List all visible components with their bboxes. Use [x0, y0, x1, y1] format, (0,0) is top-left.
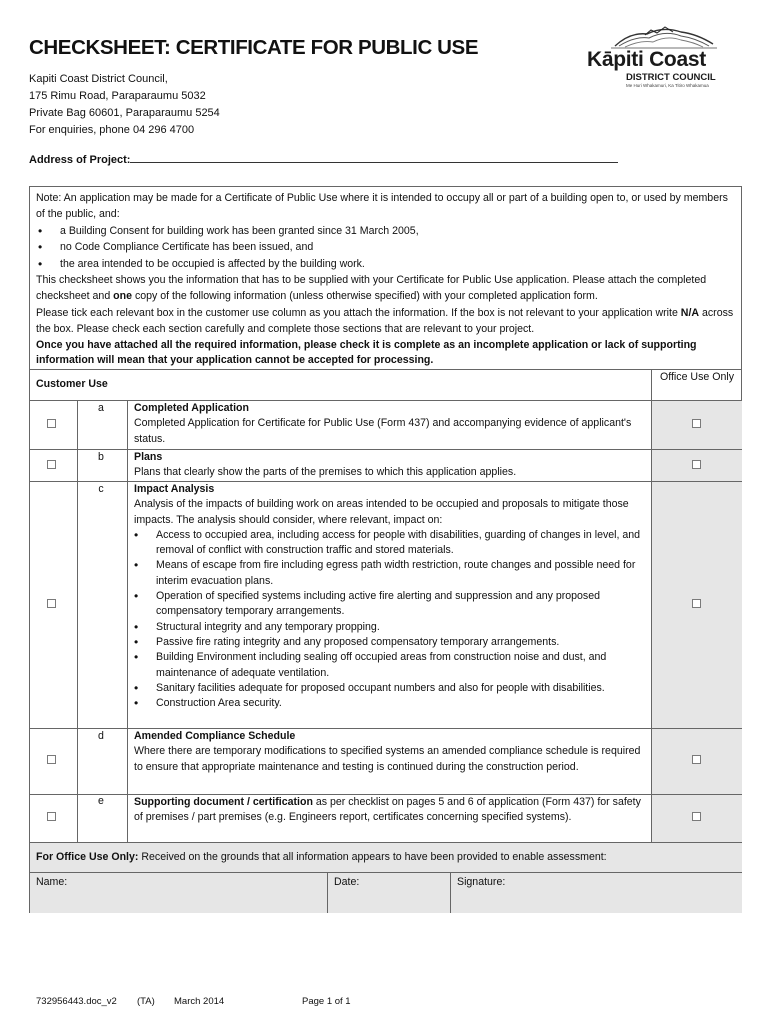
- customer-use-header: Customer Use: [36, 378, 108, 390]
- page-title: CHECKSHEET: CERTIFICATE FOR PUBLIC USE: [29, 36, 479, 59]
- office-use-label: For Office Use Only:: [36, 851, 139, 863]
- table-rule: [29, 842, 742, 843]
- address-line: Private Bag 60601, Paraparaumu 5254: [29, 107, 220, 119]
- row-b-title: Plans: [134, 451, 163, 463]
- row-a-body: Completed Application for Certificate for Public Use (Form 437) and accompanying evidence of applicant's status.: [134, 417, 632, 445]
- impact-item: • Passive fire rating integrity and any proposed compensatory temporary arrangements.: [134, 635, 646, 650]
- customer-checkbox-d[interactable]: [47, 755, 56, 764]
- table-col-rule: [127, 400, 128, 842]
- council-address: [29, 71, 220, 139]
- customer-checkbox-a[interactable]: [47, 419, 56, 428]
- row-a-title: Completed Application: [134, 402, 249, 414]
- footer-doc-ref: 732956443.doc_v2: [36, 996, 117, 1007]
- row-letter: d: [98, 730, 104, 742]
- footer-initials: (TA): [137, 996, 155, 1007]
- row-letter: a: [98, 402, 104, 414]
- project-address-label: Address of Project:: [29, 154, 131, 166]
- footer-date: March 2014: [174, 996, 225, 1007]
- address-line: For enquiries, phone 04 296 4700: [29, 124, 195, 136]
- note-intro: Note: An application may be made for a Certificate of Public Use where it is intended to occupy all or part of a building open to, or used by members of the public, and:: [36, 192, 728, 221]
- footer-page-number: Page 1 of 1: [302, 996, 351, 1007]
- impact-item: • Operation of specified systems including active fire alerting and suppression and any proposed compensatory temporary arrangements.: [134, 589, 646, 620]
- office-use-header: Office Use Only: [660, 371, 734, 383]
- note-instructions: [36, 272, 736, 305]
- row-e-body: as per checklist on pages 5 and 6 of application (Form 437) for safety of premises / part premises (e.g. Engineers report, certificates concerning specified systems).: [134, 796, 641, 824]
- impact-item: • Means of escape from fire including egress path width restriction, route changes and possible need for interim evacuation plans.: [134, 558, 646, 589]
- logo-motto: Me Huri Whakamuri, Ka Titiro Whakamua: [626, 83, 709, 88]
- row-letter: e: [98, 795, 104, 807]
- customer-checkbox-e[interactable]: [47, 812, 56, 821]
- note-conditions-list: [36, 223, 736, 272]
- note-condition: • no Code Compliance Certificate has been issued, and: [36, 239, 736, 255]
- customer-checkbox-c[interactable]: [47, 599, 56, 608]
- note-section: [36, 190, 736, 368]
- signature-field-label: Signature:: [457, 876, 506, 888]
- row-d-body: Where there are temporary modifications to specified systems an amended compliance schedule is required to ensure that appropriate maintenance and testing is continued during the construction period.: [134, 745, 641, 773]
- note-tick-text: Please tick each relevant box in the customer use column as you attach the information. If the box is not relevant to your application write: [36, 306, 681, 319]
- table-rule: [29, 872, 742, 873]
- logo-subtitle: DISTRICT COUNCIL: [626, 72, 716, 83]
- note-tick-emphasis: N/A: [680, 306, 700, 319]
- office-checkbox-e[interactable]: [692, 812, 701, 821]
- address-line: 175 Rimu Road, Paraparaumu 5032: [29, 90, 206, 102]
- customer-checkbox-b[interactable]: [47, 460, 56, 469]
- table-col-rule: [327, 872, 328, 913]
- row-e-title: Supporting document / certification: [134, 796, 313, 808]
- impact-list: [134, 528, 646, 712]
- row-d-content: [134, 729, 646, 775]
- row-letter: b: [98, 451, 104, 463]
- note-instructions-emphasis: one: [113, 290, 132, 303]
- note-tick-text: across the box. Please check each section carefully and complete those sections that are relevant to your project.: [36, 306, 734, 336]
- council-logo: [585, 24, 735, 94]
- impact-item: • Construction Area security.: [134, 696, 646, 711]
- date-field-label: Date:: [334, 876, 360, 888]
- note-warning: Once you have attached all the required information, please check it is complete as an incomplete application or lack of supporting information will mean that your application cannot be accepted for processing.: [36, 338, 697, 366]
- project-address-field[interactable]: [29, 153, 618, 166]
- note-condition: • a Building Consent for building work has been granted since 31 March 2005,: [36, 223, 736, 239]
- table-col-rule: [450, 872, 451, 913]
- row-b-body: Plans that clearly show the parts of the premises to which this application applies.: [134, 466, 517, 479]
- project-address-line[interactable]: [130, 153, 618, 163]
- table-col-rule: [651, 369, 652, 842]
- impact-item: • Access to occupied area, including access for people with disabilities, guarding of changes in level, and removal of conflict with construction traffic and stored materials.: [134, 528, 646, 559]
- name-field-label: Name:: [36, 876, 68, 888]
- row-c-body: Analysis of the impacts of building work on areas intended to be occupied and proposals to mitigate those impacts. The analysis should consider, where relevant, impact on:: [134, 498, 629, 526]
- office-use-statement: [36, 851, 607, 863]
- note-instructions-text: copy of the following information (unless otherwise specified) with your completed application form.: [132, 290, 598, 303]
- row-a-content: [134, 401, 646, 447]
- address-line: Kapiti Coast District Council,: [29, 73, 168, 85]
- office-checkbox-b[interactable]: [692, 460, 701, 469]
- note-tick-instructions: [36, 305, 736, 338]
- logo-brand-name: Kāpiti Coast: [587, 48, 706, 71]
- office-use-text: Received on the grounds that all information appears to have been provided to enable assessment:: [138, 851, 607, 863]
- office-checkbox-d[interactable]: [692, 755, 701, 764]
- note-instructions-text: This checksheet shows you the information that has to be supplied with your Certificate for Public Use application. Please attach the completed checksheet and: [36, 274, 707, 303]
- impact-item: • Sanitary facilities adequate for proposed occupant numbers and also for people with disabilities.: [134, 681, 646, 696]
- office-checkbox-a[interactable]: [692, 419, 701, 428]
- row-c-title: Impact Analysis: [134, 483, 215, 495]
- note-condition: • the area intended to be occupied is affected by the building work.: [36, 256, 736, 272]
- table-col-rule: [77, 400, 78, 842]
- impact-item: • Building Environment including sealing off occupied areas from construction noise and dust, and maintenance of adequate ventilation.: [134, 650, 646, 681]
- table-rule: [29, 369, 742, 370]
- row-letter: c: [98, 483, 104, 495]
- row-b-content: [134, 450, 646, 481]
- office-checkbox-c[interactable]: [692, 599, 701, 608]
- impact-item: • Structural integrity and any temporary propping.: [134, 620, 646, 635]
- row-c-content: [134, 482, 646, 711]
- row-d-title: Amended Compliance Schedule: [134, 730, 296, 742]
- row-e-content: [134, 795, 646, 826]
